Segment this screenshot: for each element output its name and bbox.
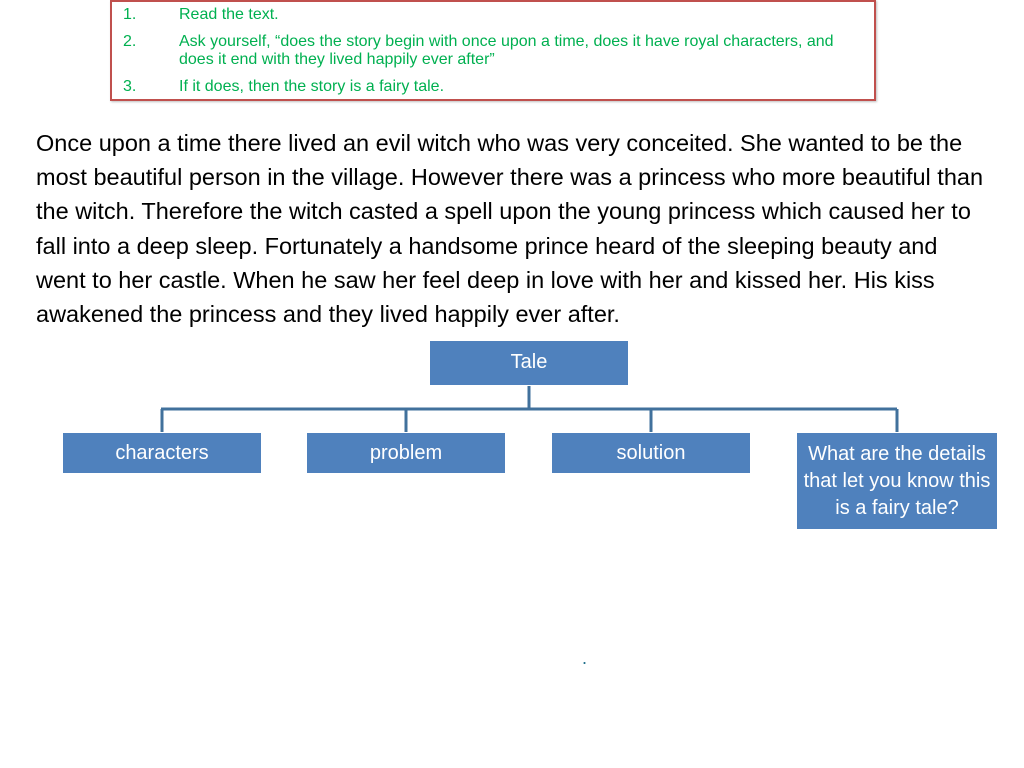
node-fairy-tale-details: What are the details that let you know this is a fairy tale? — [796, 432, 998, 530]
node-solution: solution — [551, 432, 751, 474]
instruction-number: 1. — [123, 6, 137, 23]
instructions-box — [110, 0, 876, 101]
instruction-number: 2. — [123, 33, 137, 50]
node-characters: characters — [62, 432, 262, 474]
node-problem: problem — [306, 432, 506, 474]
story-paragraph: Once upon a time there lived an evil witch who was very conceited. She wanted to be the most beautiful person in the village. However there was a princess who more beautiful than the witch. Therefore the witch casted a spell upon the young princess which caused her to fall into a deep sleep. Fortunately a handsome prince heard of the sleeping beauty and went to her castle. When he saw her feel deep in love with her and kissed her. His kiss awakened the princess and they lived happily ever after. — [36, 130, 984, 328]
node-tale: Tale — [429, 340, 629, 386]
instruction-text: If it does, then the story is a fairy tale. — [179, 78, 445, 95]
instruction-text: Read the text. — [179, 6, 279, 23]
instruction-number: 3. — [123, 78, 137, 95]
stray-dot: . — [582, 648, 588, 668]
instruction-text: Ask yourself, “does the story begin with once upon a time, does it have royal characters, and does it end with they lived happily ever after” — [179, 33, 834, 68]
